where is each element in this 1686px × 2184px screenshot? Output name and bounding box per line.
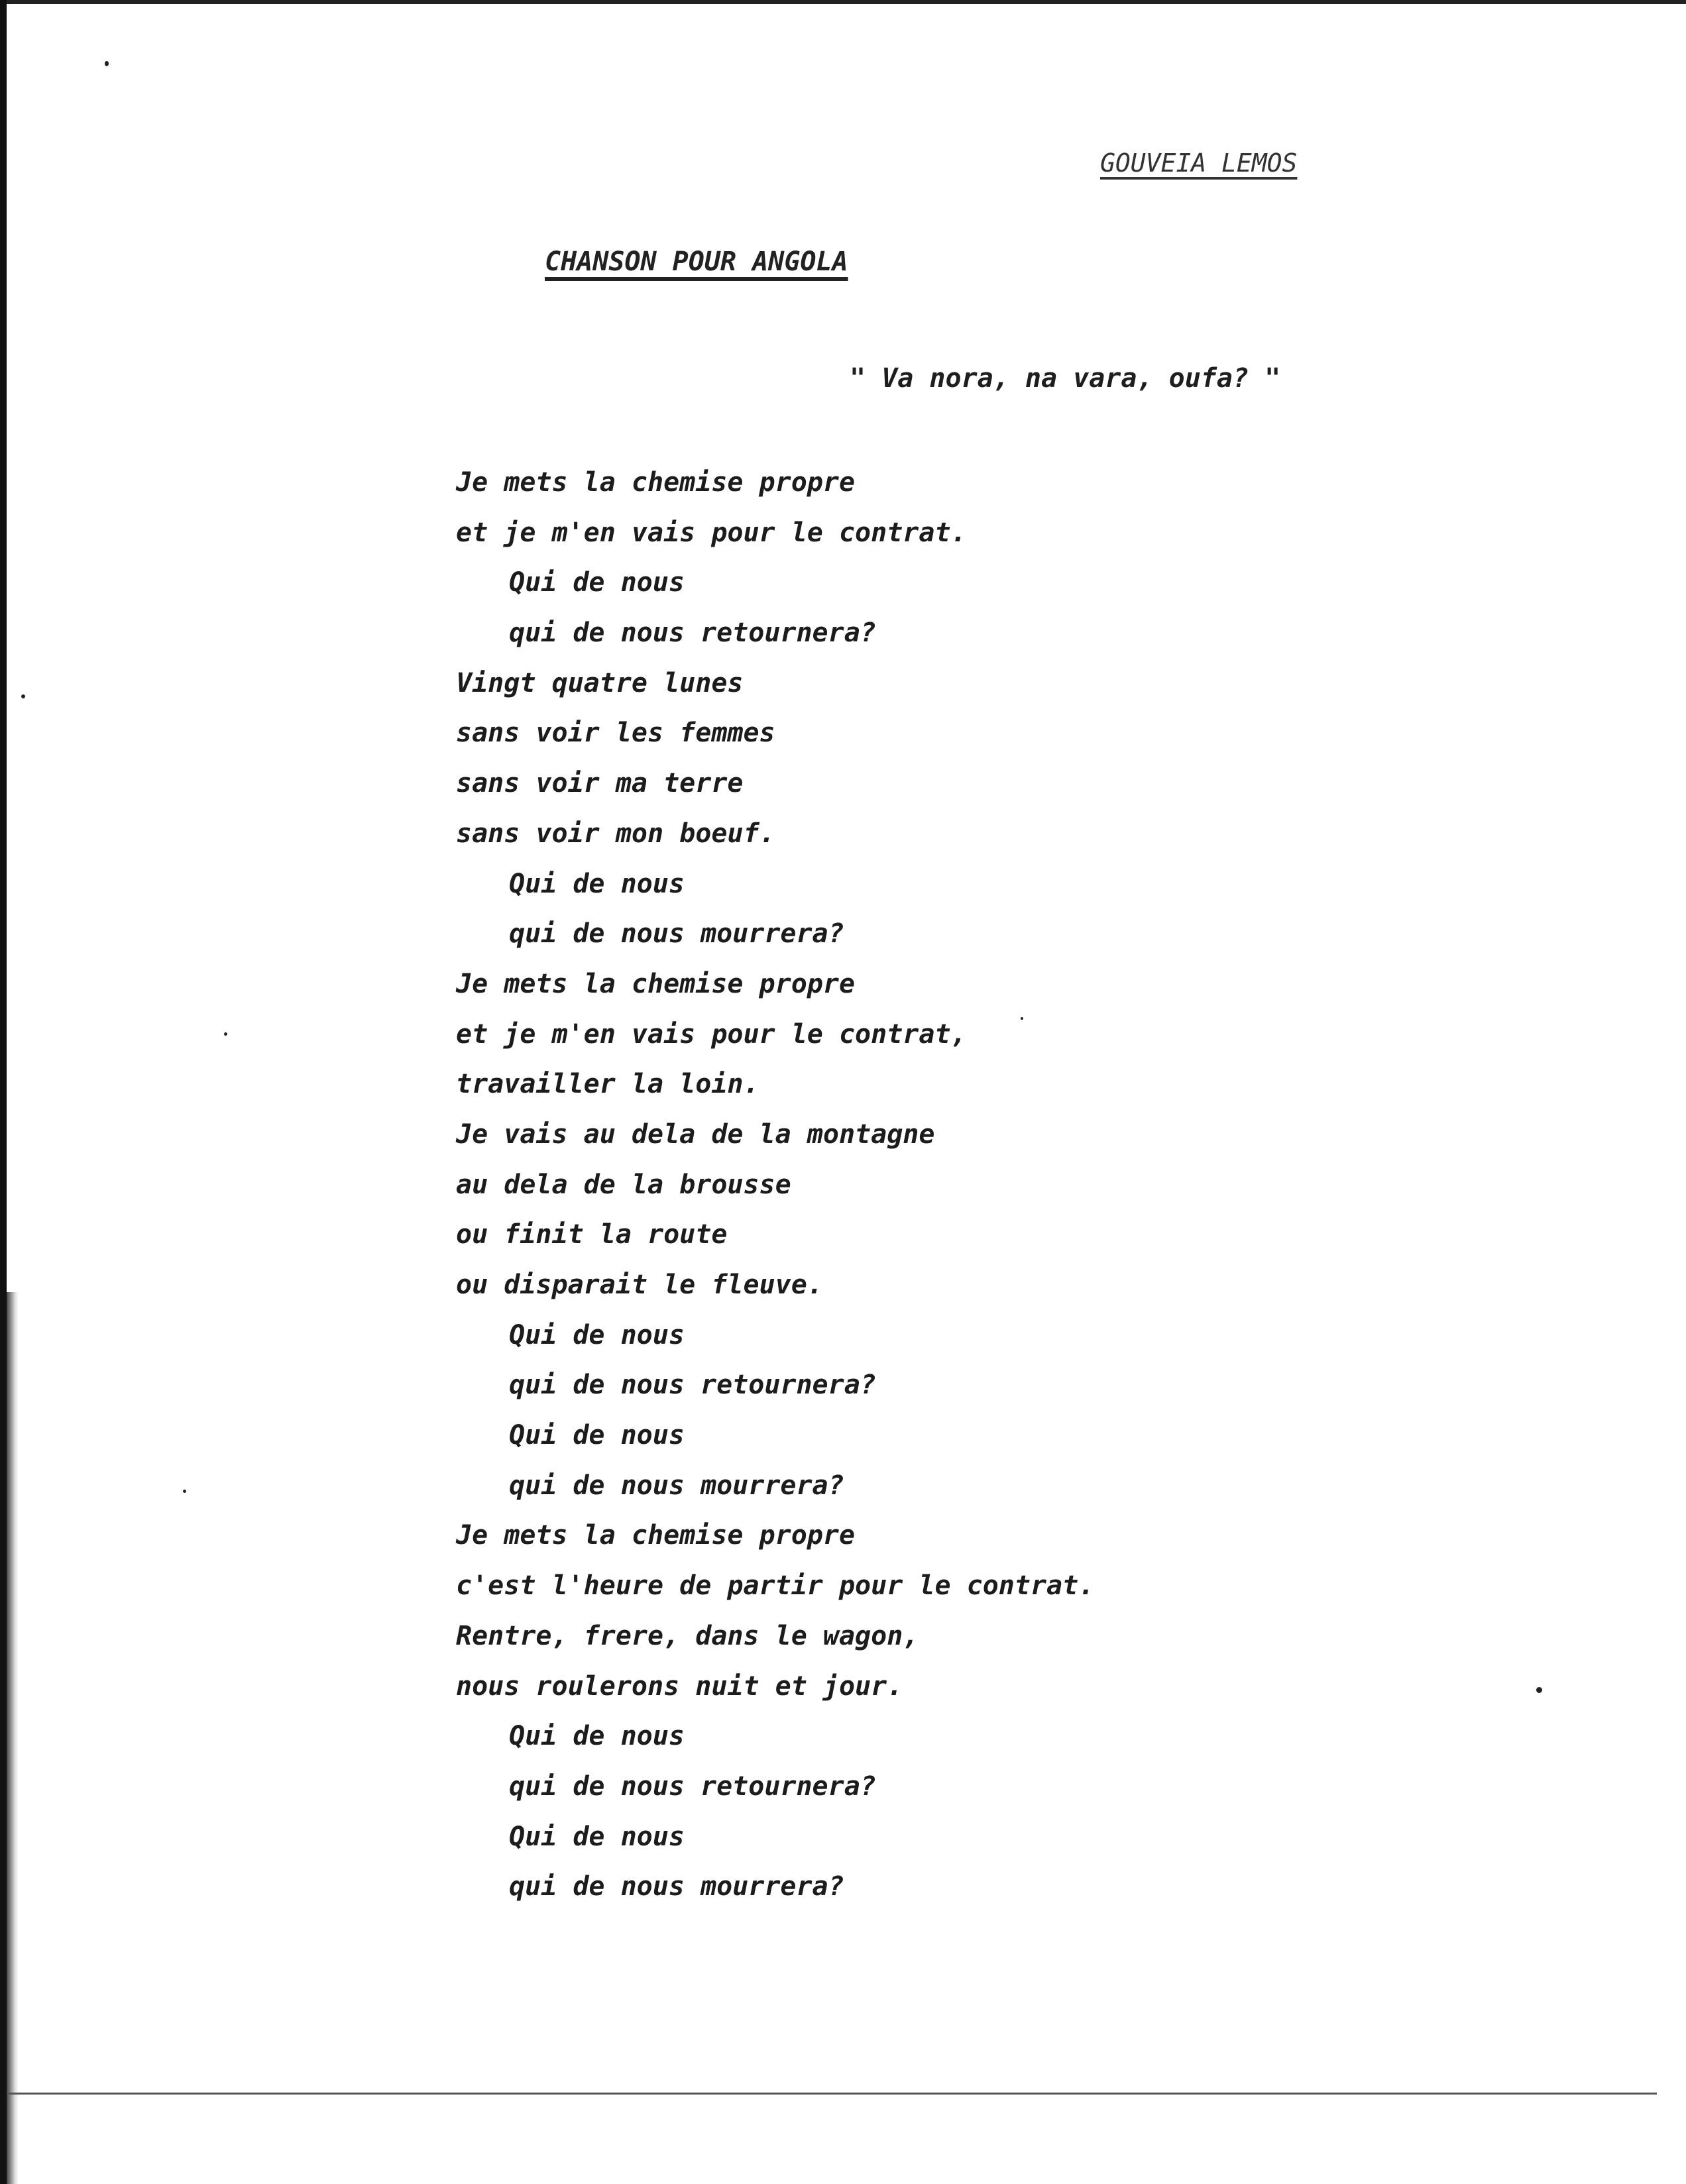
scan-speck bbox=[1021, 1017, 1023, 1020]
poem-line: et je m'en vais pour le contrat, bbox=[456, 1018, 967, 1050]
poem-line: Qui de nous bbox=[509, 1420, 685, 1451]
poem-line: au dela de la brousse bbox=[456, 1169, 791, 1200]
poem-line: Rentre, frere, dans le wagon, bbox=[456, 1620, 919, 1651]
poem-line: nous roulerons nuit et jour. bbox=[456, 1670, 903, 1702]
poem-line: travailler la loin. bbox=[456, 1069, 759, 1100]
poem-line: ou finit la route bbox=[456, 1219, 728, 1250]
scan-speck bbox=[1536, 1687, 1542, 1693]
poem-line: Vingt quatre lunes bbox=[456, 667, 744, 698]
poem-line: qui de nous mourrera? bbox=[509, 918, 844, 950]
poem-line: sans voir mon boeuf. bbox=[456, 818, 775, 849]
poem-line: qui de nous retournera? bbox=[509, 1771, 876, 1802]
poem-line: Qui de nous bbox=[509, 1821, 685, 1852]
poem-line: Qui de nous bbox=[509, 567, 685, 598]
poem-body bbox=[456, 464, 1094, 1918]
poem-line: Je mets la chemise propre bbox=[456, 1520, 856, 1551]
poem-line: Je vais au dela de la montagne bbox=[456, 1119, 935, 1150]
scan-shadow bbox=[7, 1292, 19, 2184]
epigraph: " Va nora, na vara, oufa? " bbox=[850, 363, 1281, 394]
author-name: GOUVEIA LEMOS bbox=[1100, 148, 1298, 178]
scan-speck bbox=[105, 61, 109, 66]
poem-line: Qui de nous bbox=[509, 868, 685, 899]
poem-title: CHANSON POUR ANGOLA bbox=[545, 246, 848, 277]
poem-line: qui de nous retournera? bbox=[509, 1370, 876, 1401]
scan-speck bbox=[183, 1490, 186, 1493]
poem-line: qui de nous retournera? bbox=[509, 618, 876, 649]
scan-speck bbox=[21, 694, 25, 698]
poem-line: sans voir les femmes bbox=[456, 718, 775, 749]
poem-line: qui de nous mourrera? bbox=[509, 1470, 844, 1501]
poem-line: Qui de nous bbox=[509, 1721, 685, 1752]
bottom-rule bbox=[7, 2093, 1657, 2095]
poem-line: c'est l'heure de partir pour le contrat. bbox=[456, 1570, 1095, 1602]
poem-line: Je mets la chemise propre bbox=[456, 968, 856, 999]
poem-line: ou disparait le fleuve. bbox=[456, 1270, 823, 1300]
scan-speck bbox=[224, 1032, 227, 1036]
poem-line: et je m'en vais pour le contrat. bbox=[456, 517, 967, 548]
page-top-edge bbox=[0, 0, 1686, 4]
poem-line: sans voir ma terre bbox=[456, 768, 744, 799]
poem-line: Qui de nous bbox=[509, 1319, 685, 1350]
poem-line: Je mets la chemise propre bbox=[456, 467, 856, 498]
poem-line: qui de nous mourrera? bbox=[509, 1871, 844, 1902]
page-left-edge bbox=[0, 0, 7, 2184]
